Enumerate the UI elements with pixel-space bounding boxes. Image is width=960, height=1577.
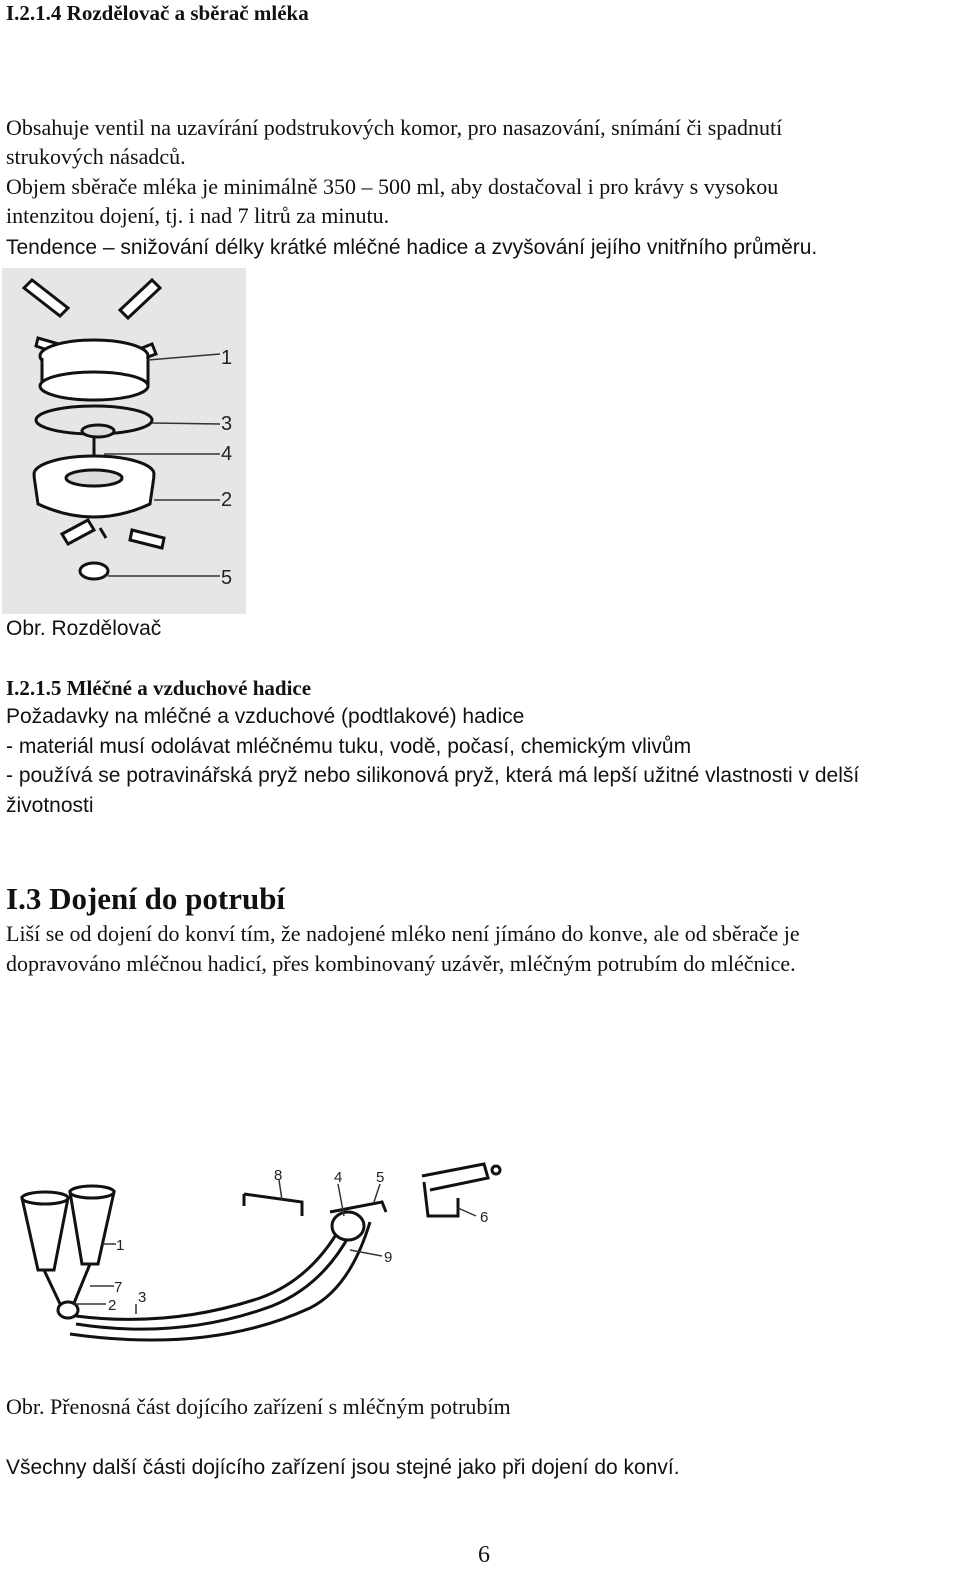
section-heading-hoses: I.2.1.5 Mléčné a vzduchové hadice (6, 676, 312, 700)
pipeline-label: 2 (108, 1297, 117, 1314)
pipeline-label: 8 (274, 1167, 283, 1184)
paragraph-line: Objem sběrače mléka je minimálně 350 – 500 ml, aby dostačoval i pro krávy s vysokou (6, 174, 779, 199)
pipeline-label: 9 (384, 1249, 393, 1266)
section-heading-distributor: I.2.1.4 Rozdělovač a sběrač mléka (6, 1, 309, 25)
paragraph-line: životnosti (6, 794, 94, 817)
pipeline-label: 5 (376, 1169, 385, 1186)
figure-caption: Obr. Rozdělovač (6, 617, 162, 640)
paragraph-line: intenzitou dojení, tj. i nad 7 litrů za minutu. (6, 203, 390, 228)
pipeline-label: 3 (138, 1289, 147, 1306)
distributor-label: 4 (221, 443, 233, 465)
pipeline-label: 1 (116, 1237, 125, 1254)
distributor-label: 3 (221, 413, 233, 435)
pipeline-label: 7 (114, 1279, 123, 1296)
distributor-label: 5 (221, 567, 233, 589)
paragraph-line: dopravováno mléčnou hadicí, přes kombinovaný uzávěr, mléčným potrubím do mléčnice. (6, 951, 796, 976)
section-heading-pipeline-milking: I.3 Dojení do potrubí (6, 881, 286, 916)
distributor-figure (2, 268, 246, 614)
paragraph-line: strukových násadců. (6, 144, 186, 169)
paragraph-line: - materiál musí odolávat mléčnému tuku, vodě, počasí, chemickým vlivům (6, 735, 692, 758)
pipeline-figure (10, 1158, 510, 1380)
paragraph-line: Tendence – snižování délky krátké mléčné hadice a zvyšování jejího vnitřního průměru. (6, 236, 818, 259)
closing-line: Všechny další části dojícího zařízení jsou stejné jako při dojení do konví. (6, 1456, 680, 1479)
page-number: 6 (478, 1542, 490, 1568)
paragraph-line: Obsahuje ventil na uzavírání podstrukových komor, pro nasazování, snímání či spadnutí (6, 115, 783, 140)
paragraph-line: Požadavky na mléčné a vzduchové (podtlakové) hadice (6, 705, 525, 728)
pipeline-label: 6 (480, 1209, 489, 1226)
figure-caption: Obr. Přenosná část dojícího zařízení s mléčným potrubím (6, 1394, 511, 1419)
paragraph-line: Liší se od dojení do konví tím, že nadojené mléko není jímáno do konve, ale od sběrače je (6, 921, 800, 946)
pipeline-label: 4 (334, 1169, 343, 1186)
distributor-label: 1 (221, 347, 233, 369)
distributor-label: 2 (221, 489, 233, 511)
paragraph-line: - používá se potravinářská pryž nebo silikonová pryž, která má lepší užitné vlastnosti v delší (6, 764, 860, 787)
